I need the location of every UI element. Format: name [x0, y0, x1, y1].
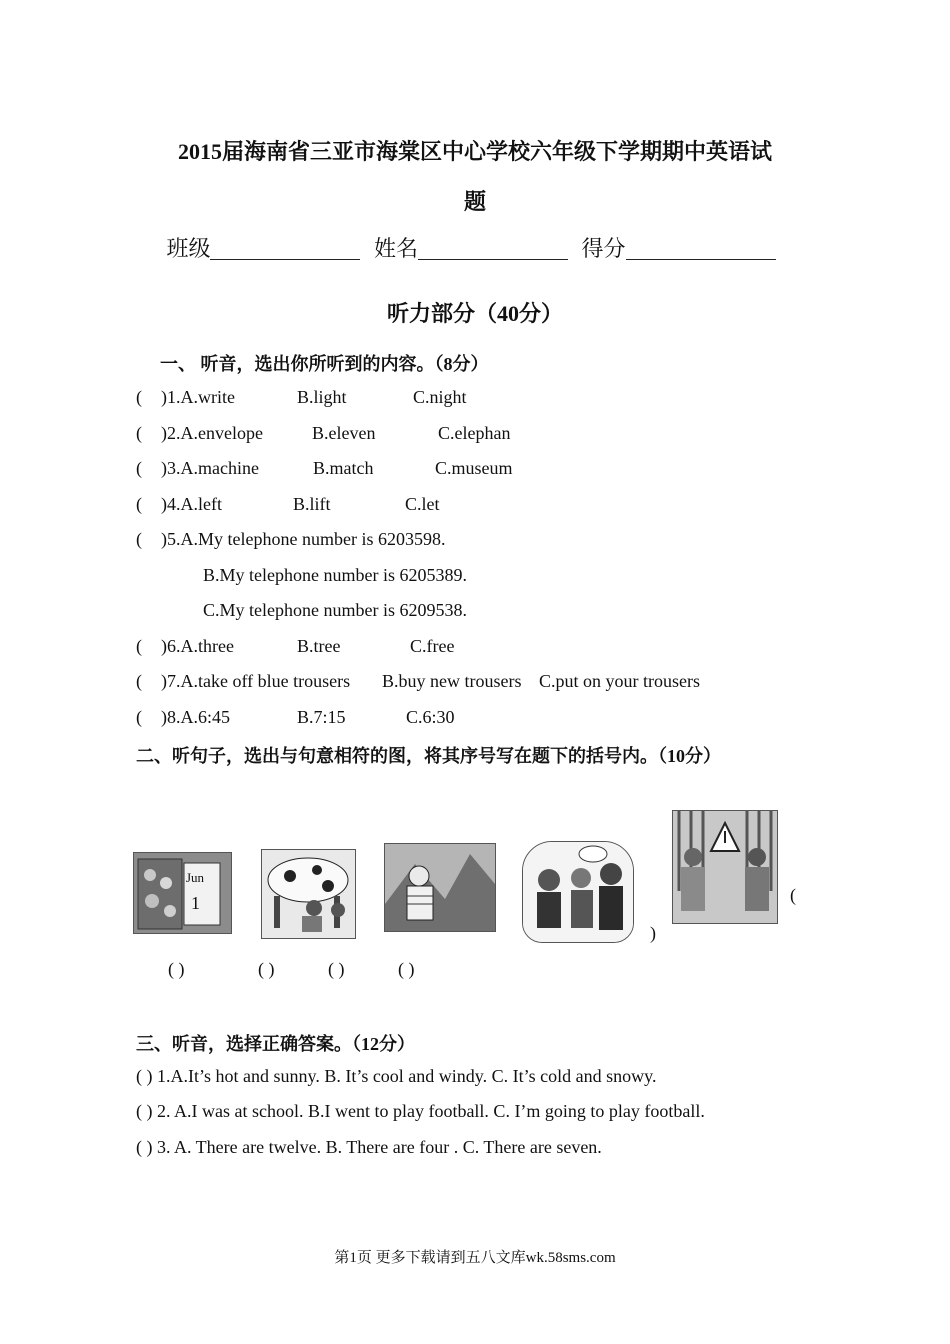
calendar-picture — [133, 852, 232, 934]
option-b: B.eleven — [312, 423, 376, 443]
option-a: )1.A.write — [161, 387, 235, 407]
option-a: )7.A.take off blue trousers — [161, 671, 351, 691]
side-open-paren[interactable]: ( — [790, 885, 796, 905]
option-a: )8.A.6:45 — [161, 707, 230, 727]
answer-paren[interactable]: ( — [136, 494, 142, 514]
option-b: B.buy new trousers — [382, 671, 522, 691]
answer-paren[interactable]: ( — [136, 387, 142, 407]
score-label: 得分 — [581, 236, 626, 261]
doc-title-line1: 2015届海南省三亚市海棠区中心学校六年级下学期期中英语试 — [177, 139, 772, 164]
option-c: C.night — [413, 387, 467, 407]
answer-paren[interactable]: ( — [136, 529, 142, 549]
student-info-line — [0, 232, 950, 263]
picture-answer-blank-4[interactable]: ( ) — [398, 959, 415, 979]
class-blank[interactable] — [210, 237, 360, 260]
picture-answer-blank-1[interactable]: ( ) — [168, 959, 185, 979]
option-a: )6.A.three — [161, 636, 234, 656]
answer-paren[interactable]: ( — [136, 636, 142, 656]
warning-sign-picture — [672, 810, 778, 924]
people-talking-picture — [522, 841, 634, 943]
part3-question-1: ( ) 1.A.It’s hot and sunny. B. It’s cool and windy. C. It’s cold and snowy. — [136, 1066, 657, 1086]
option-c: C.elephan — [438, 423, 511, 443]
option-b: B.lift — [293, 494, 331, 514]
part3-question-2: ( ) 2. A.I was at school. B.I went to play football. C. I’m going to play football. — [136, 1101, 705, 1121]
calendar-day: 1 — [191, 893, 200, 913]
option-c: C.My telephone number is 6209538. — [203, 600, 467, 620]
part2-heading: 二、听句子，选出与句意相符的图，将其序号写在题下的括号内。（10分） — [136, 746, 721, 766]
option-a: )3.A.machine — [161, 458, 259, 478]
boy-mountain-picture — [384, 843, 496, 932]
option-a: )2.A.envelope — [161, 423, 263, 443]
option-a: )4.A.left — [161, 494, 222, 514]
answer-paren[interactable]: ( — [136, 423, 142, 443]
option-c: C.let — [405, 494, 440, 514]
option-c: C.museum — [435, 458, 513, 478]
option-c: C.put on your trousers — [539, 671, 700, 691]
option-b: B.7:15 — [297, 707, 346, 727]
part1-heading: 一、 听音，选出你所听到的内容。（8分） — [160, 354, 489, 374]
part3-question-3: ( ) 3. A. There are twelve. B. There are four . C. There are seven. — [136, 1137, 602, 1157]
listening-heading: 听力部分（40分） — [386, 301, 563, 326]
option-a: )5.A.My telephone number is 6203598. — [161, 529, 446, 549]
option-c: C.free — [410, 636, 455, 656]
score-blank[interactable] — [626, 237, 776, 260]
picture-answer-blank-3[interactable]: ( ) — [328, 959, 345, 979]
part3-heading: 三、听音，选择正确答案。（12分） — [136, 1034, 415, 1054]
picture-answer-blank-2[interactable]: ( ) — [258, 959, 275, 979]
name-blank[interactable] — [418, 237, 568, 260]
class-label: 班级 — [166, 236, 211, 261]
doc-title-line2: 题 — [463, 189, 486, 214]
calendar-month: Jun — [186, 870, 205, 885]
option-c: C.6:30 — [406, 707, 455, 727]
cow-milking-picture — [261, 849, 356, 939]
side-close-paren[interactable]: ) — [650, 923, 656, 943]
answer-paren[interactable]: ( — [136, 707, 142, 727]
option-b: B.match — [313, 458, 374, 478]
page-footer: 第1页 更多下载请到五八文库wk.58sms.com — [334, 1250, 616, 1266]
answer-paren[interactable]: ( — [136, 458, 142, 478]
option-b: B.My telephone number is 6205389. — [203, 565, 467, 585]
option-b: B.tree — [297, 636, 341, 656]
answer-paren[interactable]: ( — [136, 671, 142, 691]
name-label: 姓名 — [373, 236, 418, 261]
option-b: B.light — [297, 387, 347, 407]
